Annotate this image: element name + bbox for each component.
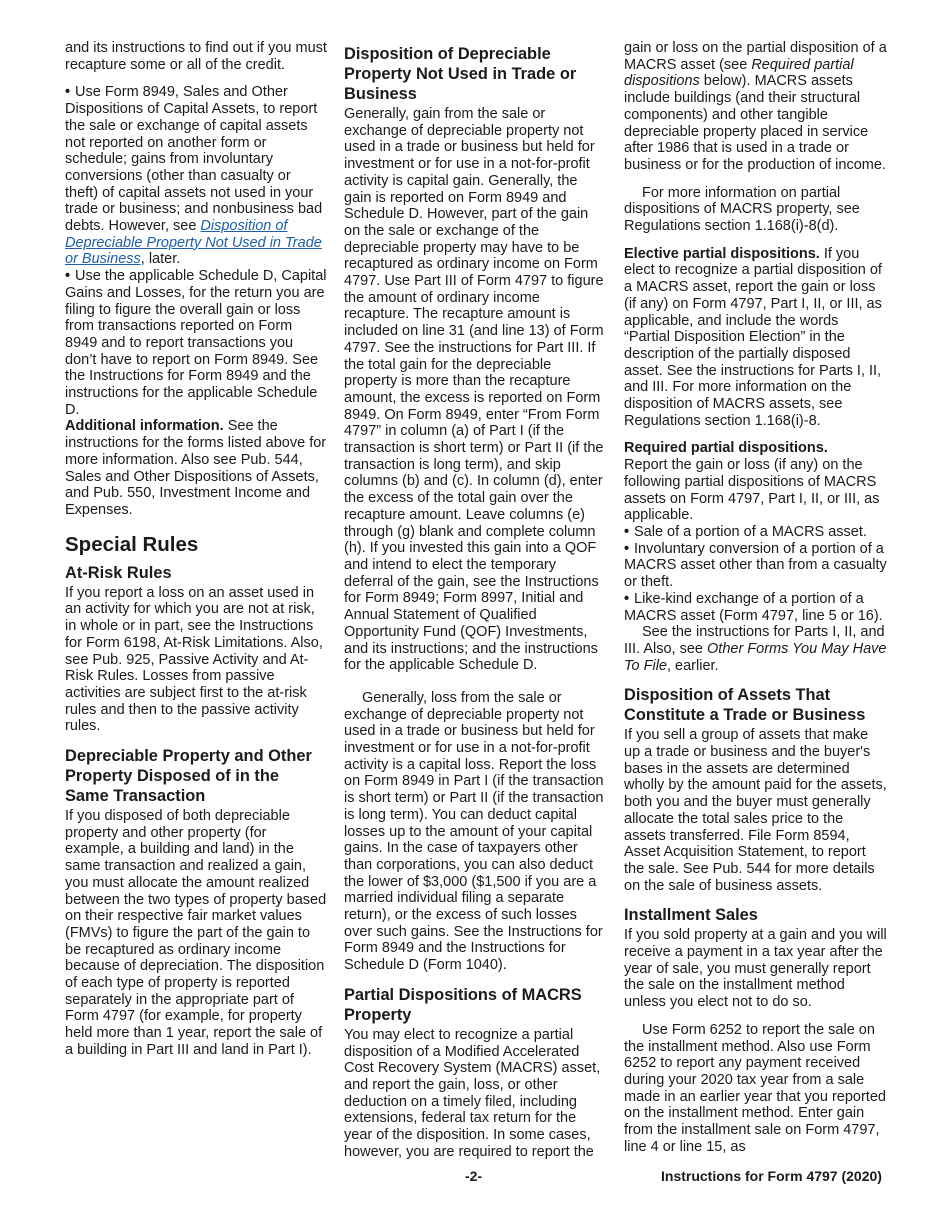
- bullet-icon: •: [624, 523, 630, 540]
- heading-partial-dispositions: Partial Dispositions of MACRS Property: [344, 985, 582, 1024]
- paragraph-required-partial: Report the gain or loss (if any) on the following partial dispositions of MACRS assets on Form 4797, Part I, II, or III, as applicable.: [624, 457, 880, 524]
- paragraph-at-risk: If you report a loss on an asset used in an activity for which you are not at risk, in whole or in part, see the Instructions for Form 6198, At-Risk Limitations. Also, see Pub. 925, Passive Activity and At-Risk Rules. Losses from passive activities are subject first to the at-risk rules and then to the passive activity rules.: [65, 584, 323, 735]
- column-2: [344, 40, 607, 1171]
- bullet-involuntary-conversion: • Involuntary conversion of a portion of a MACRS asset other than from a casualty or theft.: [624, 540, 887, 591]
- cross-reference: Other Forms You May Have To File: [624, 640, 887, 674]
- column-1: [65, 40, 327, 1070]
- bullet-sale-portion: • Sale of a portion of a MACRS asset.: [624, 523, 867, 540]
- bullet-icon: •: [624, 540, 630, 557]
- run-in-heading: Elective partial dispositions.: [624, 245, 820, 262]
- paragraph-more-info: For more information on partial dispositions of MACRS property, see Regulations section 1.168(i)-8(d).: [624, 184, 860, 235]
- heading-disposition-assets-trade: Disposition of Assets That Constitute a Trade or Business: [624, 686, 866, 725]
- paragraph-disposition-gain: Generally, gain from the sale or exchange of depreciable property not used in a trade or business but held for investment or for use in a not-for-profit activity is capital gain. Generally, the gain is reported on Form 8949 and Schedule D. However, part of the gain on the sale or exchange of the depreciable property may have to be recaptured as ordinary income on Form 4797. Use Part III of Form 4797 to figure the amount of ordinary income recapture. The recapture amount is included on line 31 (and line 13) of Form 4797. See the instructions for Part III. If the total gain for the depreciable property is more than the recapture amount, the excess is reported on Form 8949. On Form 8949, enter “From Form 4797” in column (a) of Part I (if the transaction is short term) or Part II (if the transaction is long term), and skip columns (b) and (c). In column (d), enter the excess of the total gain over the recapture amount. Leave columns (e) through (g) blank and complete column (h). If you invested this gain into a QOF and intend to elect the temporary deferral of the gain, see the Instructions for Form 8949; Form 8997, Initial and Annual Statement of Qualified Opportunity Fund (QOF) Investments, and its instructions; and the instructions for the applicable Schedule D.: [344, 106, 604, 674]
- paragraph-partial-dispositions: You may elect to recognize a partial disposition of a Modified Accelerated Cost Recovery System (MACRS) asset, and report the gain, loss, or other deduction on a timely filed, including extensions, federal tax return for the year of the disposition. In some cases, however, you are required to report the: [344, 1026, 601, 1160]
- paragraph-see-instructions: See the instructions for Parts I, II, and III. Also, see Other Forms You May Have To File, earlier.: [624, 624, 887, 674]
- heading-disposition-not-trade: Disposition of Depreciable Property Not Used in Trade or Business: [344, 45, 577, 103]
- run-in-heading: Additional information.: [65, 418, 224, 435]
- elective-partial-dispositions: Elective partial dispositions. If you elect to recognize a partial disposition of a MACRS asset, report the gain or loss (if any) on Form 4797, Part I, II, or III, as applicable, and include the words “Partial Disposition Election” in the description of the partially disposed asset. See the instructions for Parts I, II, and III. For more information on the disposition of MACRS assets, see Regulations section 1.168(i)-8.: [624, 245, 882, 429]
- column-3: [624, 40, 887, 1166]
- bullet-form-8949: • Use Form 8949, Sales and Other Dispositions of Capital Assets, to report the sale or exchange of capital assets not reported on another form or schedule; gains from involuntary conversions (other than casualty or theft) of capital assets not used in your trade or business; and nonbusiness bad debts. However, see Disposition of Depreciable Property Not Used in Trade or Business, later.: [65, 84, 323, 268]
- section-heading-special-rules: Special Rules: [65, 532, 199, 556]
- bullet-like-kind-exchange: • Like-kind exchange of a portion of a MACRS asset (Form 4797, line 5 or 16).: [624, 590, 883, 624]
- paragraph-installment-2: Use Form 6252 to report the sale on the installment method. Also use Form 6252 to report any payment received during your 2020 tax year from a sale made in an earlier year that you reported on the installment method. Enter gain from the installment sale on Form 4797, line 4 or line 15, as: [624, 1021, 886, 1155]
- link-disposition-depreciable-property[interactable]: Disposition of Depreciable Property Not Used in Trade or Business: [65, 218, 322, 268]
- paragraph-disposition-assets: If you sell a group of assets that make up a trade or business and the buyer's bases in the assets are determined wholly by the amount paid for the assets, both you and the buyer must generally allocate the total sales price to the assets transferred. File Form 8594, Asset Acquisition Statement, to report the sale. See Pub. 544 for more details on the sale of business assets.: [624, 727, 887, 894]
- paragraph-depreciable-property: If you disposed of both depreciable property and other property (for example, a building and land) in the same transaction and realized a gain, you must allocate the amount realized between the two types of property based on their respective fair market values (FMVs) to figure the part of the gain to be recaptured as ordinary income because of depreciation. The disposition of each type of property is reported separately in the appropriate part of Form 4797 (for example, for property held more than 1 year, report the sale of a building in Part III and land in Part I).: [65, 808, 327, 1058]
- heading-at-risk-rules: At-Risk Rules: [65, 563, 172, 582]
- heading-required-partial: Required partial dispositions.: [624, 440, 828, 457]
- paragraph-macrs-continued: gain or loss on the partial disposition of a MACRS asset (see Required partial dispositions below). MACRS assets include buildings (and their structural components) and other tangible depreciable property placed in service after 1986 that is used in a trade or business or for the production of income.: [624, 40, 887, 173]
- paragraph-installment-1: If you sold property at a gain and you will receive a payment in a tax year after the year of sale, you must generally report the sale on the installment method unless you elect not to do so.: [624, 927, 887, 1011]
- heading-depreciable-property: Depreciable Property and Other Property Disposed of in the Same Transaction: [65, 747, 312, 806]
- paragraph: and its instructions to find out if you must recapture some or all of the credit.: [65, 40, 327, 73]
- bullet-icon: •: [624, 590, 630, 607]
- paragraph-disposition-loss: Generally, loss from the sale or exchange of depreciable property not used in a trade or business but held for investment or for use in a not-for-profit activity is a capital loss. Report the loss on Form 8949 in Part I (if the transaction is short term) or Part II (if the transaction is long term). You can deduct capital losses up to the amount of your capital gains. In the case of taxpayers other than corporations, you can also deduct the lower of $3,000 ($1,500 if you are a married individual filing a separate return), or the excess of such losses over such gains. See the Instructions for Form 8949 and the Instructions for Schedule D (Form 1040).: [344, 689, 604, 974]
- heading-installment-sales: Installment Sales: [624, 906, 758, 925]
- page-number: -2-: [465, 1168, 483, 1184]
- additional-information: Additional information. See the instructions for the forms listed above for more information. Also see Pub. 544, Sales and Other Dispositions of Assets, and Pub. 550, Investment Income and Expenses.: [65, 418, 327, 518]
- bullet-schedule-d: • Use the applicable Schedule D, Capital Gains and Losses, for the return you are filing to figure the overall gain or loss from transactions reported on Form 8949 and to report transactions you don’t have to report on Form 8949. See the Instructions for Form 8949 and the instructions for the applicable Schedule D.: [65, 268, 327, 418]
- document-title-footer: Instructions for Form 4797 (2020): [661, 1168, 882, 1184]
- cross-reference: Required partial dispositions: [624, 56, 854, 90]
- bullet-icon: •: [65, 84, 71, 101]
- bullet-icon: •: [65, 268, 71, 285]
